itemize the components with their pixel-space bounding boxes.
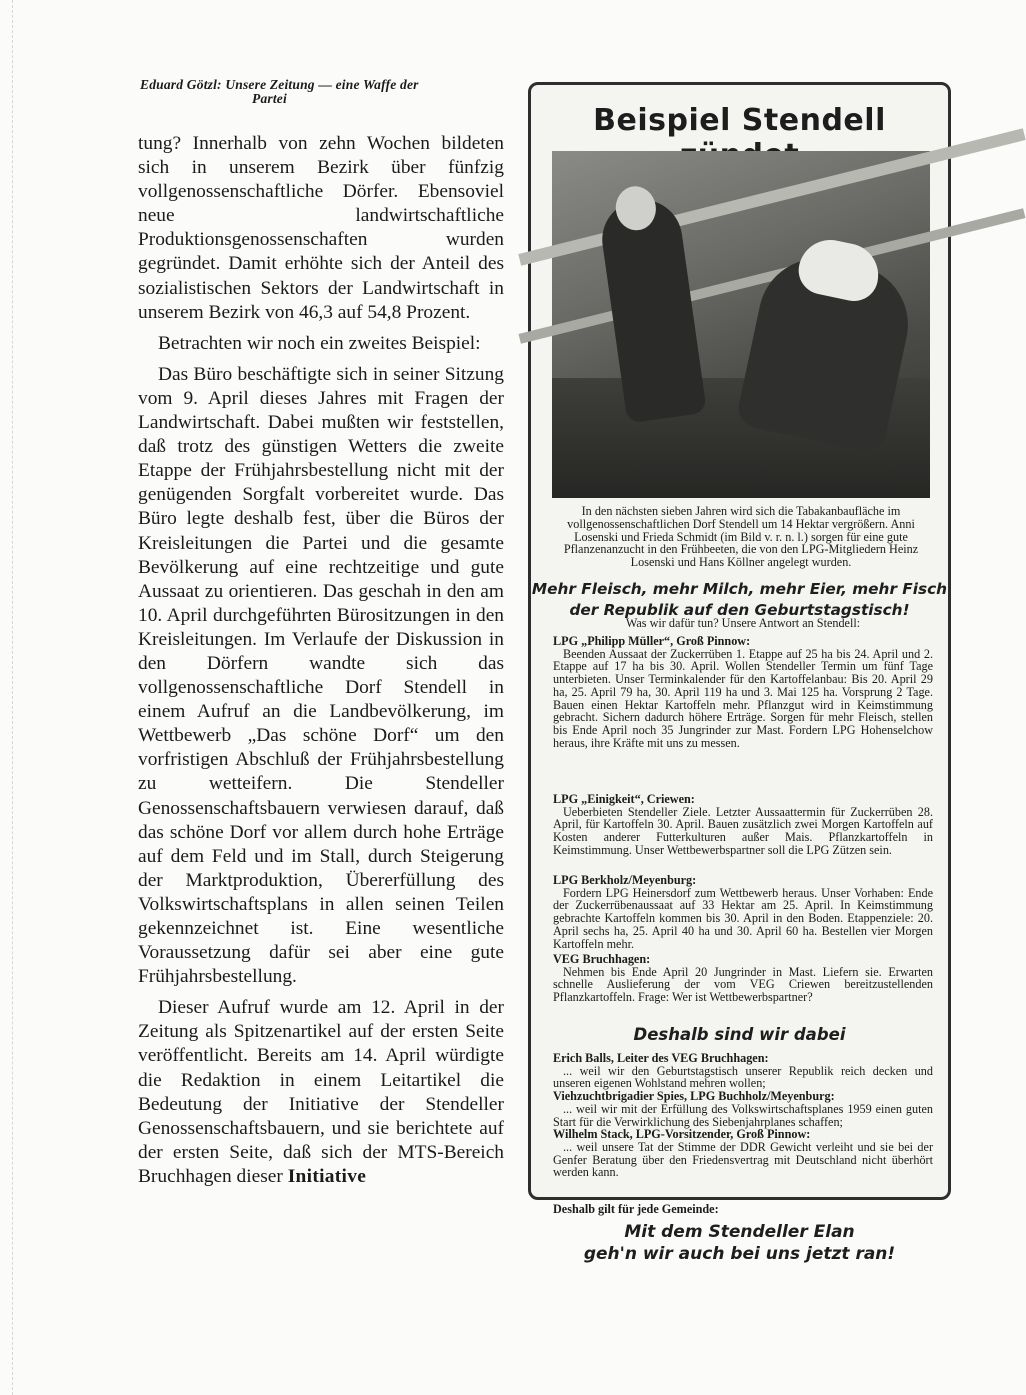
quote-author: Wilhelm Stack, LPG-Vorsitzender, Groß Pinnow: bbox=[553, 1127, 811, 1142]
newspaper-clipping bbox=[528, 82, 951, 1264]
running-header bbox=[140, 78, 512, 106]
photo-caption: In den nächsten sieben Jahren wird sich die Tabakanbaufläche im vollgenossenschaftlichen Dorf Stendell um 14 Hektar vergrößern. Anni Losenski und Frieda Schmidt (im Bild v. r. n. l.) sorgen für eine gute Pflanzenanzucht in den Frühbeeten, die von den LPG-Mitgliedern Heinz Losenski und Hans Köllner angelegt wurden. bbox=[563, 504, 919, 570]
quote-text: ... weil wir den Geburtstagstisch unserer Republik reich decken und unseren eigenen Wohlstand mehren wollen; bbox=[553, 1063, 933, 1091]
quote-text: ... weil wir mit der Erfüllung des Volkswirtschaftsplanes 1959 einen guten Start für die Verwirklichung des Siebenjahrplanes schaffen; bbox=[553, 1101, 933, 1129]
slogan-bottom-line-1: Mit dem Stendeller Elan bbox=[624, 1222, 855, 1242]
quote-author: Erich Balls, Leiter des VEG Bruchhagen: bbox=[553, 1051, 769, 1065]
slogan-top bbox=[531, 579, 948, 621]
pledge-lpg-einigkeit bbox=[553, 793, 933, 857]
slogan-bottom bbox=[531, 1221, 948, 1265]
header-line-2: Partei bbox=[252, 91, 287, 106]
slogan-bottom-line-2: geh'n wir auch bei uns jetzt ran! bbox=[583, 1244, 896, 1264]
paragraph-3: Das Büro beschäftigte sich in seiner Sitzung vom 9. April dieses Jahres mit Fragen der Landwirtschaft. Dabei mußten wir feststellen, daß trotz des günstigen Wetters die zweite Etappe der Frühjahrsbestellung nicht mit der genügenden Sorgfalt vorbereitet wurde. Das Büro legte deshalb fest, über die Büros der Kreisleitungen die Partei und die gesamte Bevölkerung auf eine rechtzeitige und gute Aussaat zu orientieren. Das geschah in den am 10. April durchgeführten Bürositzungen in den Kreisleitungen. Im Verlaufe der Diskussion in den Dörfern wandte sich das vollgenossenschaftliche Dorf Stendell in einem Aufruf an die Landbevölkerung, im Wettbewerb „Das schöne Dorf“ um den vorfristigen Abschluß der Frühjahrsbestellung zu wetteifern. Die Stendeller Genossenschaftsbauern verwiesen darauf, daß das schöne Dorf vor allem durch hohe Erträge auf dem Feld und im Stall, durch Steigerung der Marktproduktion, Übererfüllung des Volkswirtschaftsplans in allen seinen Teilen gekennzeichnet ist. Eine wesentliche Voraussetzung dafür sei aber eine gute Frühjahrsbestellung. bbox=[138, 363, 504, 988]
quotes-list bbox=[553, 1052, 933, 1179]
clipping-title: Beispiel Stendell bbox=[593, 103, 886, 138]
pledge-heading: LPG Berkholz/Meyenburg: bbox=[553, 873, 697, 887]
pledge-veg-bruchhagen bbox=[553, 953, 933, 1004]
paragraph-4 bbox=[138, 996, 504, 1189]
photo-headscarf bbox=[794, 234, 884, 305]
question-line: Was wir dafür tun? Unsere Antwort an Stendell: bbox=[625, 616, 861, 630]
paragraph-1: tung? Innerhalb von zehn Wochen bildeten sich in unserem Bezirk über fünfzig vollgenossenschaftliche Dörfer. Ebensoviel neue landwirtschaftliche Produktionsgenossenschaften wurden gegründet. Damit erhöhte sich der Anteil des sozialistischen Sektors der Landwirtschaft in unserem Bezirk von 46,3 auf 54,8 Prozent. bbox=[138, 133, 504, 323]
paragraph-2: Betrachten wir noch ein zweites Beispiel: bbox=[158, 332, 481, 354]
slogan-top-line-2: der Republik auf den Geburtstagstisch! bbox=[569, 601, 910, 619]
pledge-text: Beenden Aussaat der Zuckerrüben 1. Etappe auf 25 ha bis 24. April und 2. Etappe auf 17 ha bis 30. April. Wollen Stendeller Termin um fünf Tage unterbieten. Unser Terminkalender für den Kartoffelanbau: Bis 20. April 29 ha, 25. April 79 ha, 30. April 119 ha und 3. Mai 125 ha. Vorsprung 2 Tage. Bauen einen Hektar Kartoffeln mehr. Pflanzgut wird in Keimstimmung gebracht. Sichern dadurch höhere Erträge. Sorgen für mehr Fleisch, stellen bis Ende April noch 35 Jungrinder zur Mast. Fordern LPG Hohenselchow heraus, ihre Kräfte mit uns zu messen. bbox=[553, 646, 933, 750]
paragraph-4-text: Dieser Aufruf wurde am 12. April in der Zeitung als Spitzenartikel auf der ersten Seite veröffentlicht. Bereits am 14. April würdigte die Redaktion in einem Leitartikel die Bedeutung der Initiative der Stendeller Genossenschaftsbauern, und sie berichtete auf der ersten Seite, daß sich der MTS-Bereich Bruchhagen dieser bbox=[138, 997, 504, 1187]
pledge-heading: LPG „Einigkeit“, Criewen: bbox=[553, 792, 695, 806]
quote-text: ... weil unsere Tat der Stimme der DDR Gewicht verleiht und sie bei der Genfer Beratung über den Friedensvertrag mit Deutschland nicht überhört werden kann. bbox=[553, 1139, 933, 1180]
paragraph-4-end: Initiative bbox=[287, 1165, 367, 1187]
header-line-1: Eduard Götzl: Unsere Zeitung — eine Waffe der bbox=[140, 77, 419, 92]
closing-lead: Deshalb gilt für jede Gemeinde: bbox=[553, 1202, 719, 1216]
slogan-top-line-1: Mehr Fleisch, mehr Milch, mehr Eier, mehr Fisch bbox=[531, 580, 948, 598]
slogan-middle: Deshalb sind wir dabei bbox=[633, 1025, 846, 1044]
quote-author: Viehzuchtbrigadier Spies, LPG Buchholz/Meyenburg: bbox=[553, 1089, 835, 1104]
pledge-lpg-berkholz bbox=[553, 874, 933, 950]
pledge-text: Nehmen bis Ende April 20 Jungrinder in Mast. Liefern sie. Erwarten schnelle Auslieferung der vom VEG Criewen bereitzustellenden Pflanzkartoffeln. Frage: Wer ist Wettbewerbspartner? bbox=[553, 964, 933, 1005]
article-column bbox=[138, 132, 504, 1189]
page-edge bbox=[12, 0, 15, 1395]
photo-headscarf bbox=[613, 184, 659, 233]
pledge-heading: VEG Bruchhagen: bbox=[553, 952, 651, 966]
pledge-text: Ueberbieten Stendeller Ziele. Letzter Aussaattermin für Zuckerrüben 28. April, für Kartoffeln 30. April. Bauen zusätzlich zwei Morgen Kartoffeln auf Kosten anderer Futterkulturen außer Mais. Pflanzkartoffeln in Keimstimmung. Unser Wettbewerbspartner soll die LPG Zützen sein. bbox=[553, 804, 933, 857]
clipping-photo bbox=[552, 151, 930, 498]
pledge-heading: LPG „Philipp Müller“, Groß Pinnow: bbox=[553, 634, 751, 648]
pledge-lpg-philipp-mueller bbox=[553, 635, 933, 749]
pledge-text: Fordern LPG Heinersdorf zum Wettbewerb heraus. Unser Vorhaben: Ende der Zuckerrübenaussaat auf 33 Hektar am 25. April. In Keimstimmung gebrachte Kartoffeln kommen bis 30. April in den Boden. Etappenziele: 20. April sechs ha, 25. April 40 ha und 30. April 60 ha. Bestellen vier Morgen Kartoffeln mehr. bbox=[553, 885, 933, 951]
